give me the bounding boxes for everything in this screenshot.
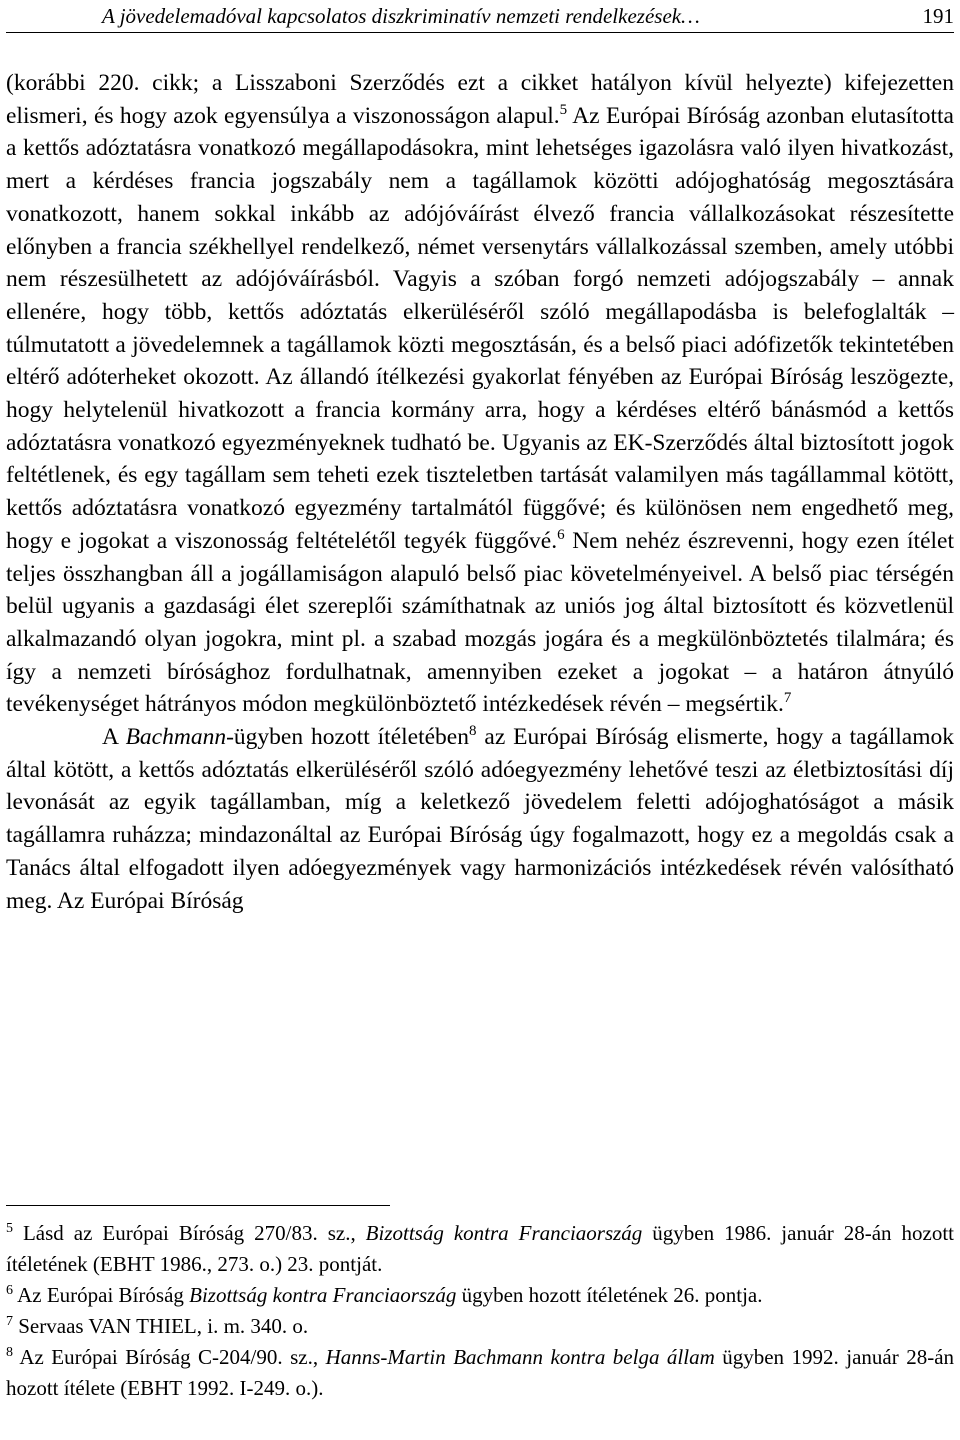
paragraph-text: Nem nehéz észrevenni, hogy ezen ítélet teljes összhangban áll a jogállamiságon alapuló belső piac követelményeivel. A belső piac térségén belül ugyanis a gazdasági élet szereplői számíthatnak az uniós jog által biztosított és közvetlenül alkalmazandó olyan jogokra, mint pl. a szabad mozgás jogára és a megkülönböztetés tilalmára; és így a nemzeti bírósághoz fordulhatnak, amennyiben ezeket a jogokat – a határon átnyúló tevékenységet hátrányos módon megkülönböztető intézkedések révén – megsértik. — [6, 527, 955, 718]
paragraph-text: az Európai Bíróság elismerte, hogy a tagállamok által kötött, a kettős adóztatás elkerüléséről szóló adóegyezmény lehetővé teszi az életbiztosítási díj levonását az egyik tagállamban, míg a keletkező jövedelem feletti adójoghatóságot a másik tagállamra ruházza; mindazonáltal az Európai Bíróság úgy fogalmazott, hogy ez a megoldás csak a Tanács által elfogadott ilyen adóegyezmények vagy harmonizációs intézkedések révén valósítható meg. Az Európai Bíróság — [6, 724, 954, 914]
footnote — [6, 1218, 954, 1280]
page-number: 191 — [922, 4, 954, 28]
footnote — [6, 1342, 954, 1404]
paragraph-text: -ügyben hozott ítéletében — [226, 724, 469, 751]
footnote-case-name: Bizottság kontra Franciaország — [365, 1221, 643, 1245]
footnote-case-name: Bizottság kontra Franciaország — [189, 1283, 457, 1307]
footnote-number: 7 — [6, 1314, 13, 1329]
footnote-text: Lásd az Európai Bíróság 270/83. sz., — [22, 1221, 366, 1245]
case-name: Bachmann — [125, 724, 227, 751]
paragraph-2 — [6, 721, 954, 917]
running-header — [6, 2, 954, 33]
footnote-text: ügyben 1992. január 28-án hozott ítélete (EBHT 1992. I-249. o.). — [6, 1345, 955, 1400]
footnote-divider — [6, 1205, 390, 1206]
footnote-text: Servaas VAN THIEL, i. m. 340. o. — [18, 1314, 309, 1338]
footnote-ref: 8 — [468, 723, 477, 740]
paragraph-text: (korábbi 220. cikk; a Lisszaboni Szerződés ezt a cikket hatályon kívül helyezte) kifejezetten elismeri, és hogy azok egyensúlya a viszonosságon alapul. — [6, 70, 954, 129]
footnote-number: 6 — [6, 1283, 13, 1298]
footnote-text: ügyben 1986. január 28-án hozott ítéletének (EBHT 1986., 273. o.) 23. pontját. — [6, 1221, 955, 1276]
footnote — [6, 1311, 954, 1342]
footnote-case-name: Hanns-Martin Bachmann kontra belga állam — [325, 1345, 715, 1369]
footnotes — [6, 1218, 954, 1404]
footnote-text: Az Európai Bíróság — [17, 1283, 190, 1307]
footnote — [6, 1280, 954, 1311]
footnote-ref: 5 — [559, 101, 568, 118]
footnote-text: Az Európai Bíróság C-204/90. sz., — [19, 1345, 326, 1369]
footnote-text: ügyben hozott ítéletének 26. pontja. — [456, 1283, 763, 1307]
body-text — [6, 67, 954, 917]
footnote-ref: 7 — [783, 690, 792, 707]
footnote-number: 5 — [6, 1221, 13, 1236]
paragraph-text: A — [102, 724, 126, 751]
running-title: A jövedelemadóval kapcsolatos diszkriminatív nemzeti rendelkezések… — [102, 4, 700, 28]
document-page — [6, 0, 954, 1440]
paragraph-text: Az Európai Bíróság azonban elutasította a kettős adóztatásra vonatkozó megállapodásokra, mint lehetséges igazolásra való ilyen hivatkozást, mert a kérdéses francia jogszabály nem a tagállamok közötti adójoghatóság megosztására vonatkozott, hanem sokkal inkább az adójóváírást élvező francia vállalkozásokat részesítette előnyben a francia székhellyel rendelkező, német versenytárs vállalkozással szemben, amely utóbbi nem részesülhetett az adójóváírásból. Vagyis a szóban forgó nemzeti adójogszabály – annak ellenére, hogy több, kettős adóztatás elkerüléséről szóló megállapodásba is belefoglalták – túlmutatott a jövedelemnek a tagállamok közti megosztásán, és a belső piaci adófizetők tekintetében eltérő adóterheket okozott. Az állandó ítélkezési gyakorlat fényében az Európai Bíróság leszögezte, hogy helytelenül hivatkozott a francia kormány arra, hogy a kérdéses eltérő bánásmód a kettős adóztatásra vonatkozó egyezményeknek tudható be. Ugyanis az EK-Szerződés által biztosított jogok feltétlenek, és egy tagállam sem teheti ezek tiszteletben tartását valamilyen más tagállammal kötött, kettős adóztatásra vonatkozó egyezmény tartalmától függővé; és különösen nem engedhető meg, hogy e jogokat a viszonosság feltételétől tegyék függővé. — [6, 102, 954, 554]
footnote-number: 8 — [6, 1345, 13, 1360]
footnote-ref: 6 — [557, 527, 565, 544]
paragraph-1 — [6, 67, 954, 721]
